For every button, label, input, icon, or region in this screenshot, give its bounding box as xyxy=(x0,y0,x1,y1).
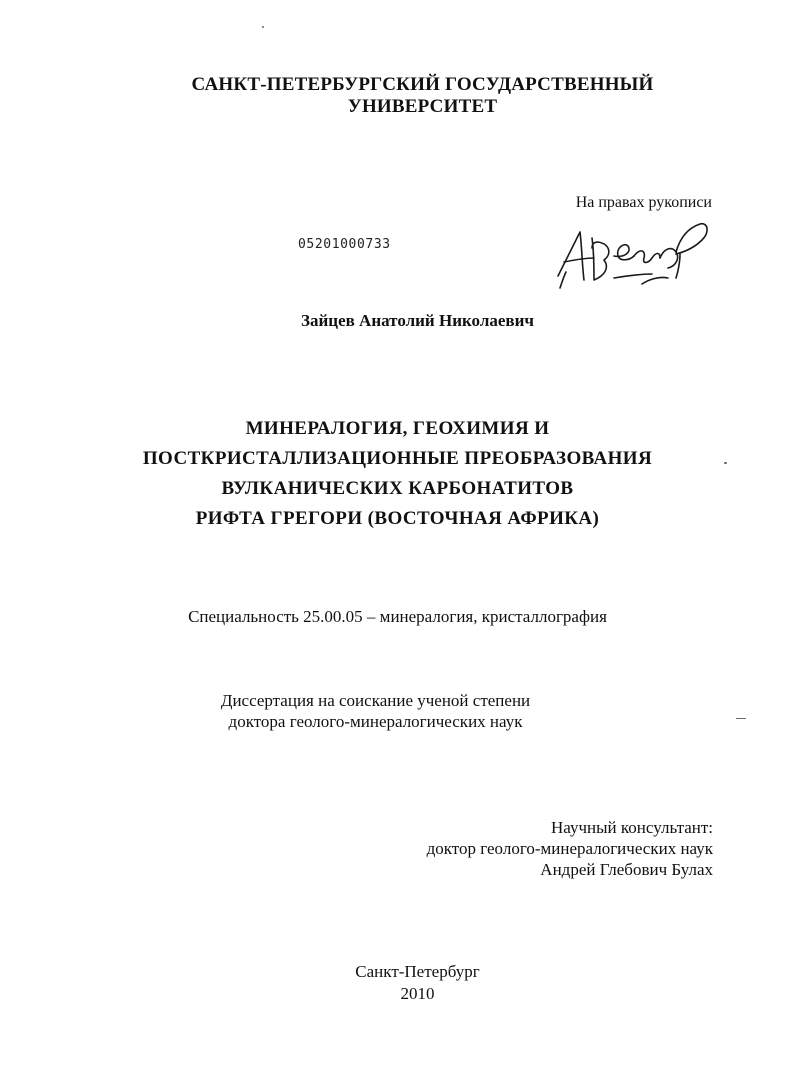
place-and-year xyxy=(20,961,795,1005)
title-line-3: ВУЛКАНИЧЕСКИХ КАРБОНАТИТОВ xyxy=(221,478,574,499)
scan-speck xyxy=(262,26,264,28)
title-line-4: РИФТА ГРЕГОРИ (ВОСТОЧНАЯ АФРИКА) xyxy=(195,508,600,529)
scientific-advisor xyxy=(427,817,713,880)
year: 2010 xyxy=(400,984,435,1003)
specialty: Специальность 25.00.05 – минералогия, кристаллография xyxy=(188,607,607,626)
advisor-label: Научный консультант: xyxy=(551,818,713,837)
advisor-name: Андрей Глебович Булах xyxy=(540,860,713,879)
title-line-1: МИНЕРАЛОГИЯ, ГЕОХИМИЯ И xyxy=(245,418,550,439)
title-line-2: ПОСТКРИСТАЛЛИЗАЦИОННЫЕ ПРЕОБРАЗОВАНИЯ xyxy=(142,448,653,469)
scan-speck xyxy=(736,718,746,719)
university-name xyxy=(0,74,795,118)
university-line-1: САНКТ-ПЕТЕРБУРГСКИЙ ГОСУДАРСТВЕННЫЙ xyxy=(191,74,654,95)
rights-note: На правах рукописи xyxy=(575,194,712,211)
dissertation-title xyxy=(0,414,795,534)
degree-statement xyxy=(0,690,773,732)
degree-line-1: Диссертация на соискание ученой степени xyxy=(220,691,531,710)
advisor-degree: доктор геолого-минералогических наук xyxy=(426,839,713,858)
handwritten-signature xyxy=(548,218,718,298)
university-line-2: УНИВЕРСИТЕТ xyxy=(347,96,498,117)
scan-speck xyxy=(724,462,727,464)
catalog-code: 05201000733 xyxy=(298,237,391,252)
degree-line-2: доктора геолого-минералогических наук xyxy=(228,712,523,731)
author-name: Зайцев Анатолий Николаевич xyxy=(301,311,534,330)
city: Санкт-Петербург xyxy=(355,962,480,981)
